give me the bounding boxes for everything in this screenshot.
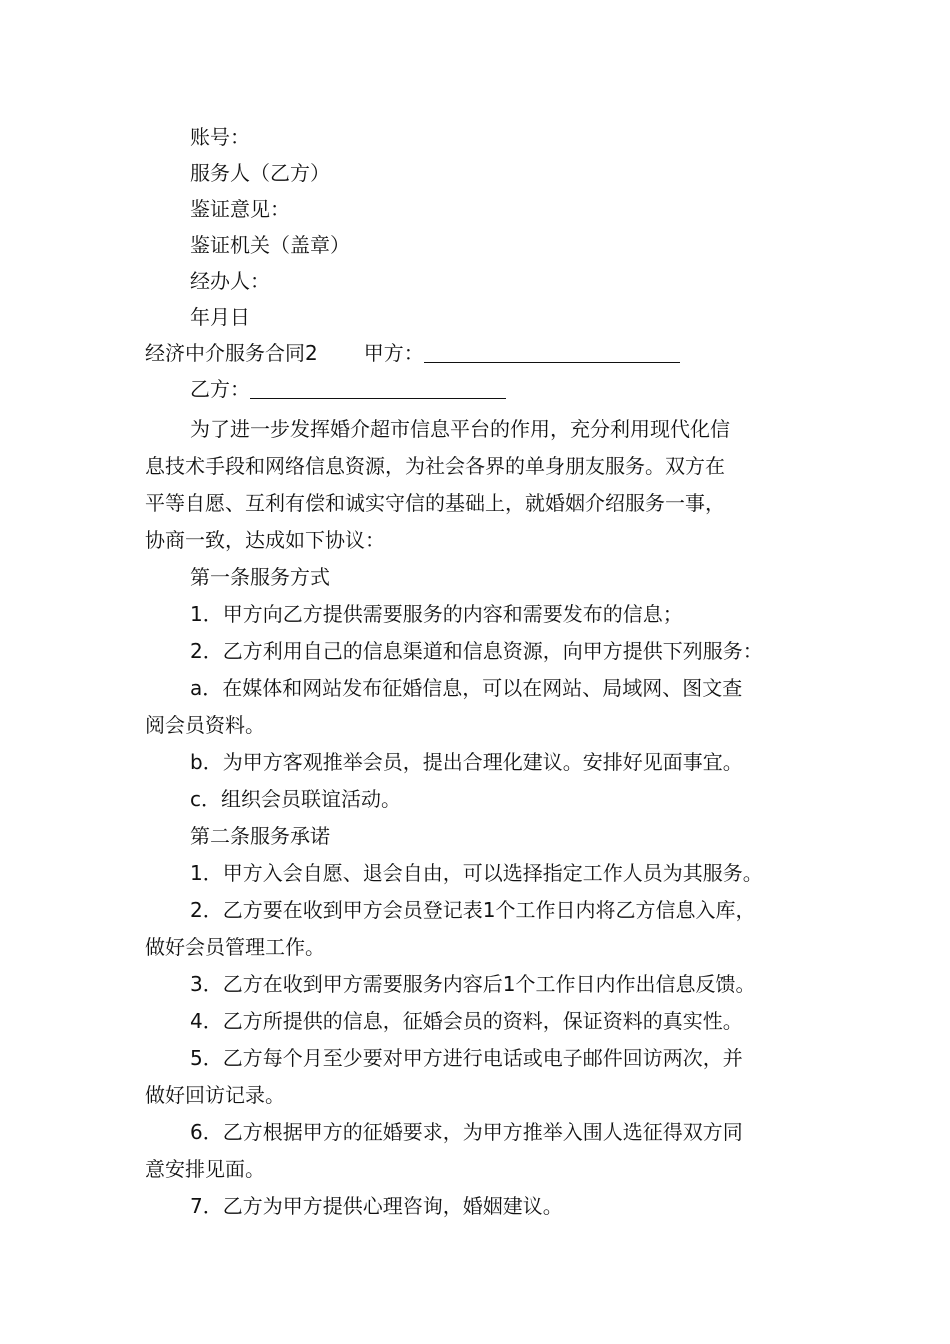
intro-line: 为了进一步发挥婚介超市信息平台的作用，充分利用现代化信 (190, 417, 730, 441)
article2-item: 意安排见面。 (145, 1157, 265, 1181)
article2-item: 3．乙方在收到甲方需要服务内容后1个工作日内作出信息反馈。 (190, 972, 756, 996)
article1-item: 阅会员资料。 (145, 713, 265, 737)
intro-line: 平等自愿、互利有偿和诚实守信的基础上，就婚姻介绍服务一事， (145, 491, 725, 515)
article2-item: 6．乙方根据甲方的征婚要求，为甲方推举入围人选征得双方同 (190, 1120, 743, 1144)
article2-item: 做好会员管理工作。 (145, 935, 325, 959)
article2-heading: 第二条服务承诺 (190, 824, 330, 848)
verification-opinion-line: 鉴证意见： (190, 197, 290, 221)
contract-title: 经济中介服务合同2 (145, 341, 318, 365)
article2-item: 4．乙方所提供的信息，征婚会员的资料，保证资料的真实性。 (190, 1009, 743, 1033)
verification-authority-line: 鉴证机关（盖章） (190, 233, 350, 257)
article1-item: 1．甲方向乙方提供需要服务的内容和需要发布的信息； (190, 602, 683, 626)
article2-item: 5．乙方每个月至少要对甲方进行电话或电子邮件回访两次，并 (190, 1046, 743, 1070)
contract-header-line (145, 339, 825, 367)
party-b-line (190, 375, 870, 403)
article1-item: c．组织会员联谊活动。 (190, 787, 401, 811)
party-a-blank (424, 342, 680, 363)
intro-line: 协商一致，达成如下协议： (145, 528, 385, 552)
account-line: 账号： (190, 125, 250, 149)
party-b-label: 乙方： (190, 377, 250, 401)
article2-item: 1．甲方入会自愿、退会自由，可以选择指定工作人员为其服务。 (190, 861, 763, 885)
intro-line: 息技术手段和网络信息资源，为社会各界的单身朋友服务。双方在 (145, 454, 725, 478)
article1-item: b．为甲方客观推举会员，提出合理化建议。安排好见面事宜。 (190, 750, 743, 774)
article2-item: 7．乙方为甲方提供心理咨询，婚姻建议。 (190, 1194, 563, 1218)
party-b-blank (250, 378, 506, 399)
service-provider-line: 服务人（乙方） (190, 161, 330, 185)
article1-item: 2．乙方利用自己的信息渠道和信息资源，向甲方提供下列服务： (190, 639, 763, 663)
article1-heading: 第一条服务方式 (190, 565, 330, 589)
party-a-label: 甲方： (363, 341, 424, 365)
article2-item: 做好回访记录。 (145, 1083, 285, 1107)
date-line: 年月日 (190, 305, 250, 329)
handler-line: 经办人： (190, 269, 270, 293)
article2-item: 2．乙方要在收到甲方会员登记表1个工作日内将乙方信息入库， (190, 898, 756, 922)
article1-item: a．在媒体和网站发布征婚信息，可以在网站、局域网、图文查 (190, 676, 743, 700)
